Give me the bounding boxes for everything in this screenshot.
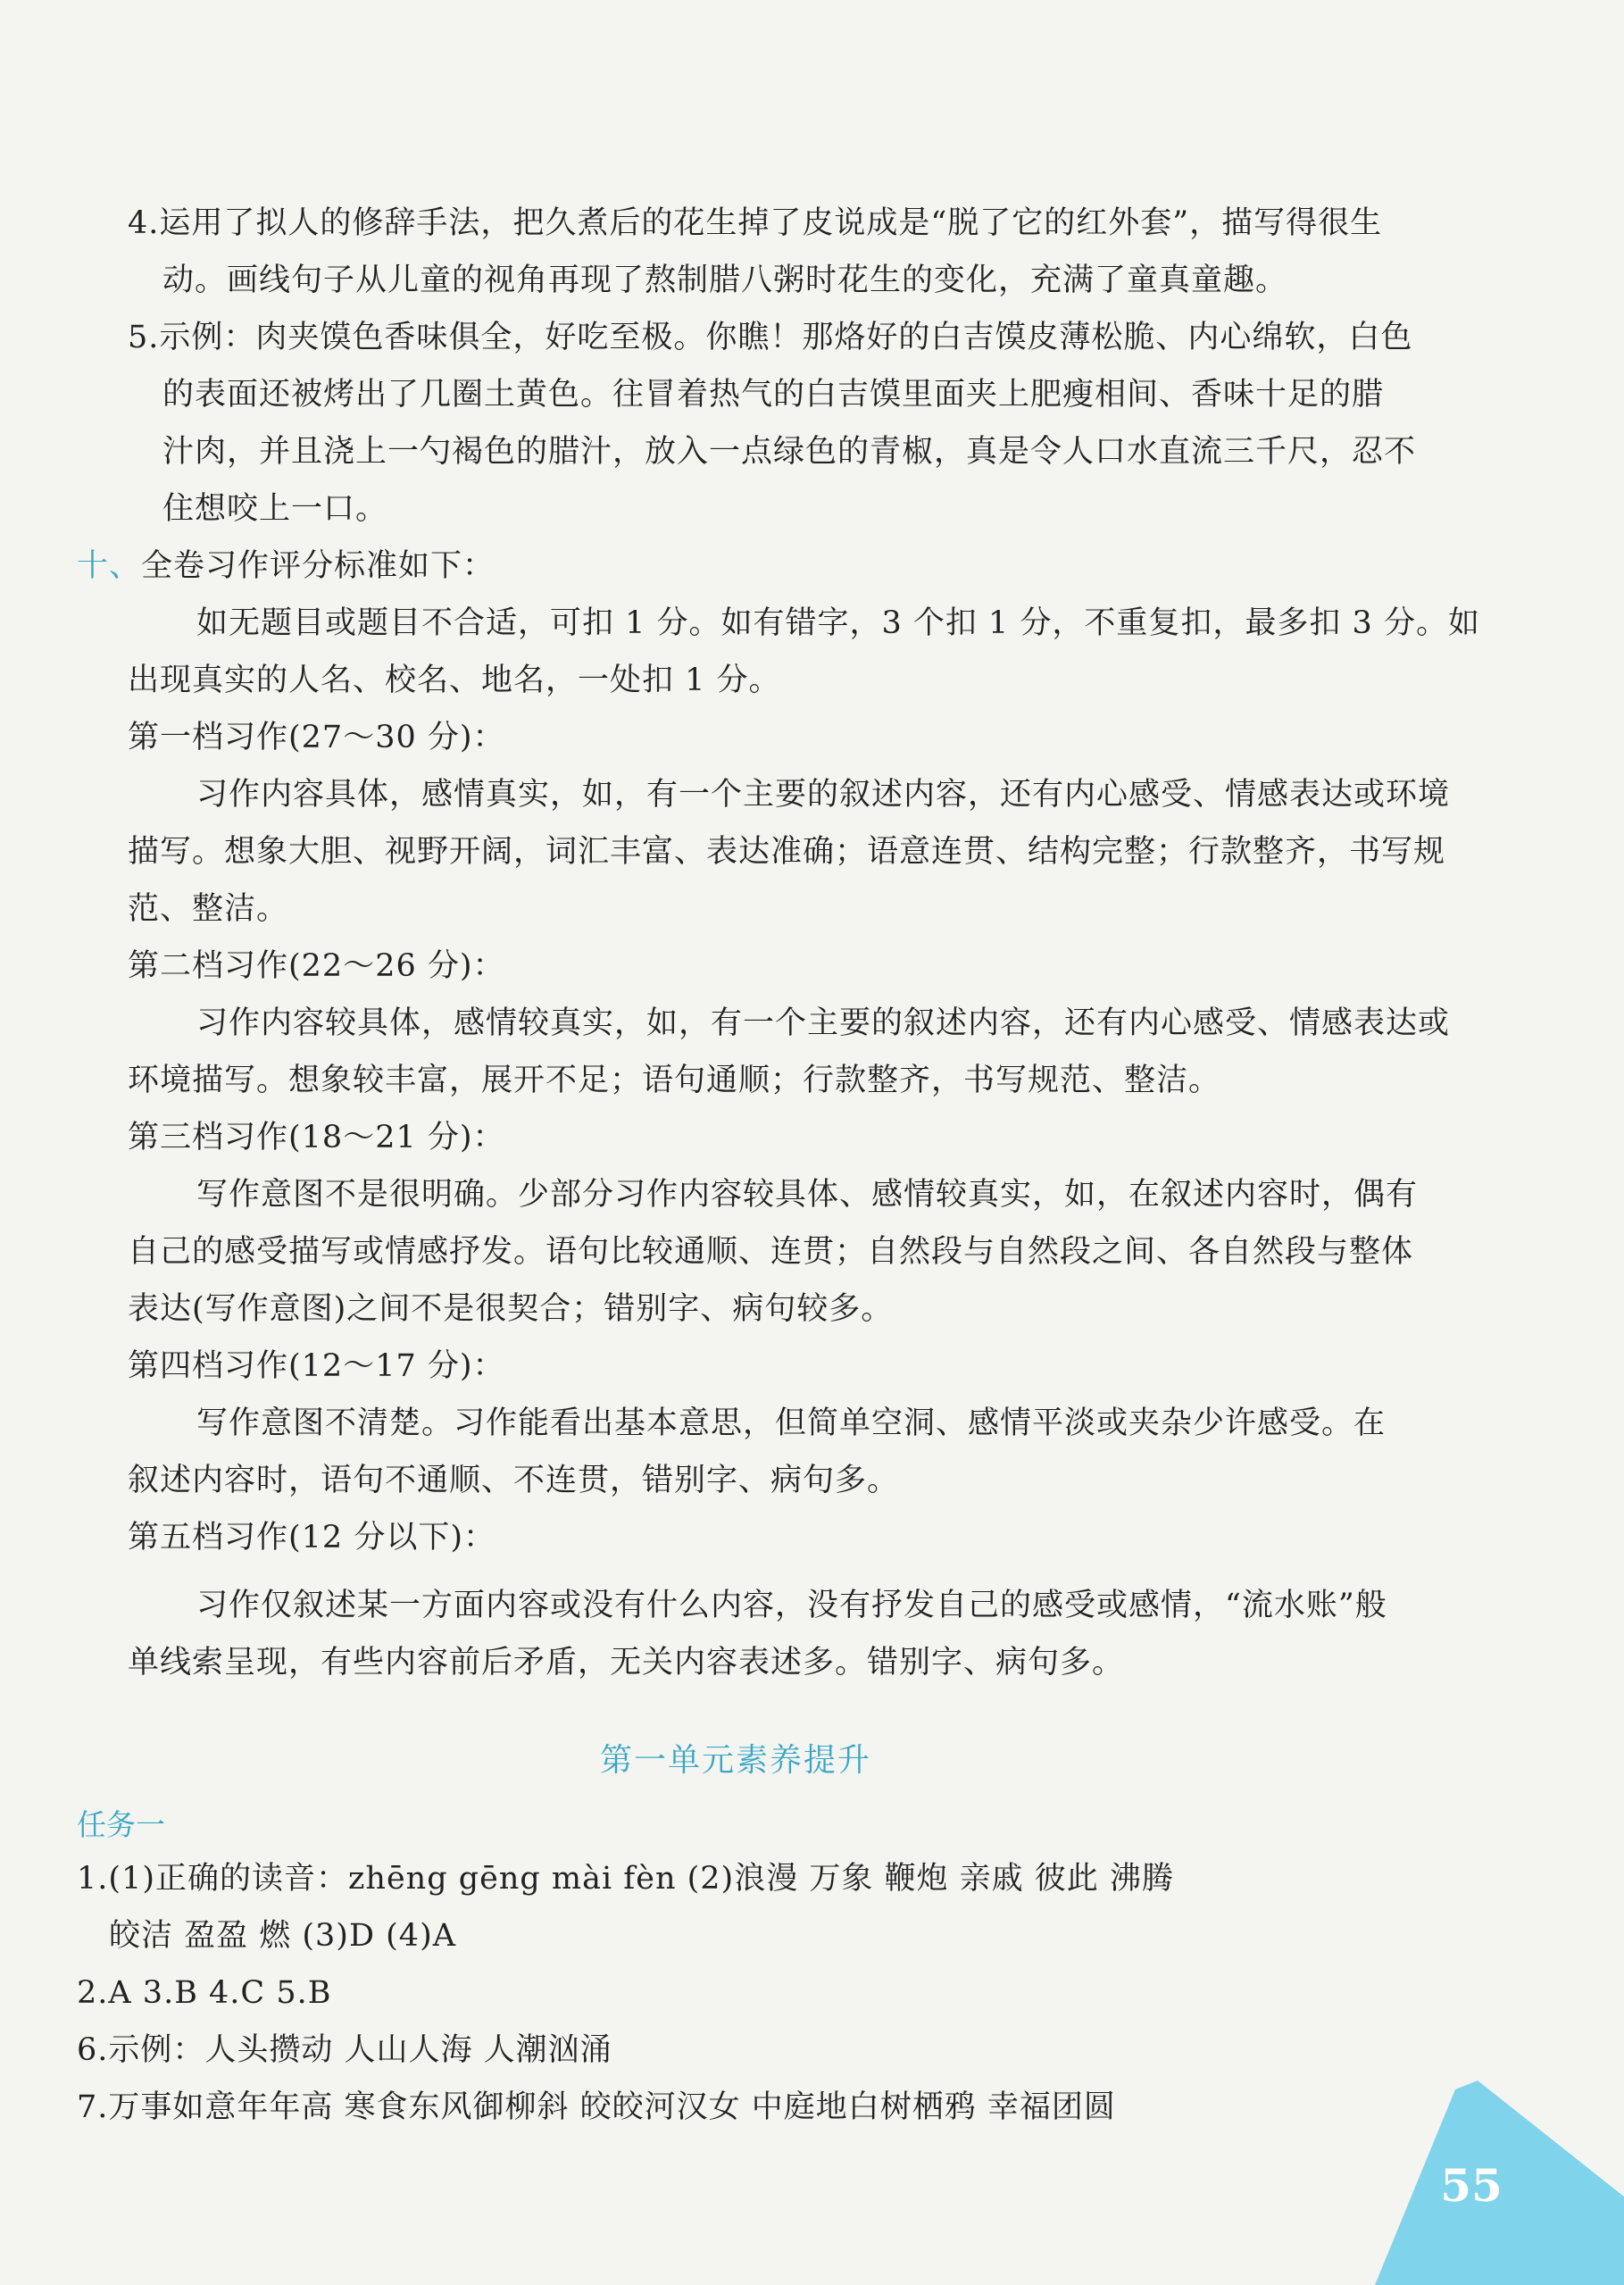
task-label: 任务一 [77,1807,165,1842]
answer-line: 表达(写作意图)之间不是很契合；错别字、病句较多。 [128,1291,894,1327]
section-number: 十、 [77,548,142,584]
answer-line: 住想咬上一口。 [162,491,388,527]
answer-line: 描写。想象大胆、视野开阔，词汇丰富、表达准确；语意连贯、结构完整；行款整齐，书写规 [128,834,1446,870]
answer-line: 1.(1)正确的读音：zhēng gēng mài fèn (2)浪漫 万象 鞭炮 亲戚 彼此 沸腾 [77,1861,1174,1897]
answer-line: 皎洁 盈盈 燃 (3)D (4)A [109,1918,456,1954]
answer-line: 范、整洁。 [128,891,289,927]
answer-line: 5.示例：肉夹馍色香味俱全，好吃至极。你瞧！那烙好的白吉馍皮薄松脆、内心绵软，白色 [128,320,1413,355]
grade-heading: 第一档习作(27～30 分)： [128,720,505,755]
answer-line: 6.示例：人头攒动 人山人海 人潮汹涌 [77,2032,612,2068]
answer-line: 汁肉，并且浇上一勺褐色的腊汁，放入一点绿色的青椒，真是令人口水直流三千尺，忍不 [162,434,1417,470]
section-title: 全卷习作评分标准如下： [141,548,496,584]
grade-heading: 第三档习作(18～21 分)： [128,1120,505,1155]
grade-heading: 第二档习作(22～26 分)： [128,948,505,984]
answer-line: 环境描写。想象较丰富，展开不足；语句通顺；行款整齐，书写规范、整洁。 [128,1063,1221,1098]
answer-line: 叙述内容时，语句不通顺、不连贯，错别字、病句多。 [128,1463,900,1498]
answer-line: 动。画线句子从儿童的视角再现了熬制腊八粥时花生的变化，充满了童真童趣。 [162,263,1288,298]
answer-line: 写作意图不清楚。习作能看出基本意思，但简单空洞、感情平淡或夹杂少许感受。在 [196,1405,1387,1441]
answer-line: 4.运用了拟人的修辞手法，把久煮后的花生掉了皮说成是“脱了它的红外套”，描写得很生 [128,205,1383,241]
answer-line: 7.万事如意年年高 寒食东风御柳斜 皎皎河汉女 中庭地白树栖鸦 幸福团圆 [77,2089,1116,2125]
answer-line: 写作意图不是很明确。少部分习作内容较具体、感情较真实，如，在叙述内容时，偶有 [196,1177,1419,1213]
answer-line: 习作仅叙述某一方面内容或没有什么内容，没有抒发自己的感受或感情，“流水账”般 [196,1588,1387,1623]
answer-line: 出现真实的人名、校名、地名，一处扣 1 分。 [128,663,781,698]
grade-heading: 第四档习作(12～17 分)： [128,1348,505,1384]
answer-line: 如无题目或题目不合适，可扣 1 分。如有错字，3 个扣 1 分，不重复扣，最多扣 3 分。如 [196,605,1480,641]
answer-line: 习作内容具体，感情真实，如，有一个主要的叙述内容，还有内心感受、情感表达或环境 [196,777,1451,813]
page-number: 55 [1440,2159,1503,2212]
unit-title: 第一单元素养提升 [600,1742,872,1779]
answer-line: 的表面还被烤出了几圈土黄色。往冒着热气的白吉馍里面夹上肥瘦相间、香味十足的腊 [162,377,1385,413]
answer-line: 2.A 3.B 4.C 5.B [77,1975,332,2011]
answer-line: 习作内容较具体，感情较真实，如，有一个主要的叙述内容，还有内心感受、情感表达或 [196,1005,1451,1041]
answer-line: 单线索呈现，有些内容前后矛盾，无关内容表述多。错别字、病句多。 [128,1645,1125,1680]
section-heading [77,548,495,584]
answer-line: 自己的感受描写或情感抒发。语句比较通顺、连贯；自然段与自然段之间、各自然段与整体 [128,1234,1414,1270]
grade-heading: 第五档习作(12 分以下)： [128,1520,496,1555]
